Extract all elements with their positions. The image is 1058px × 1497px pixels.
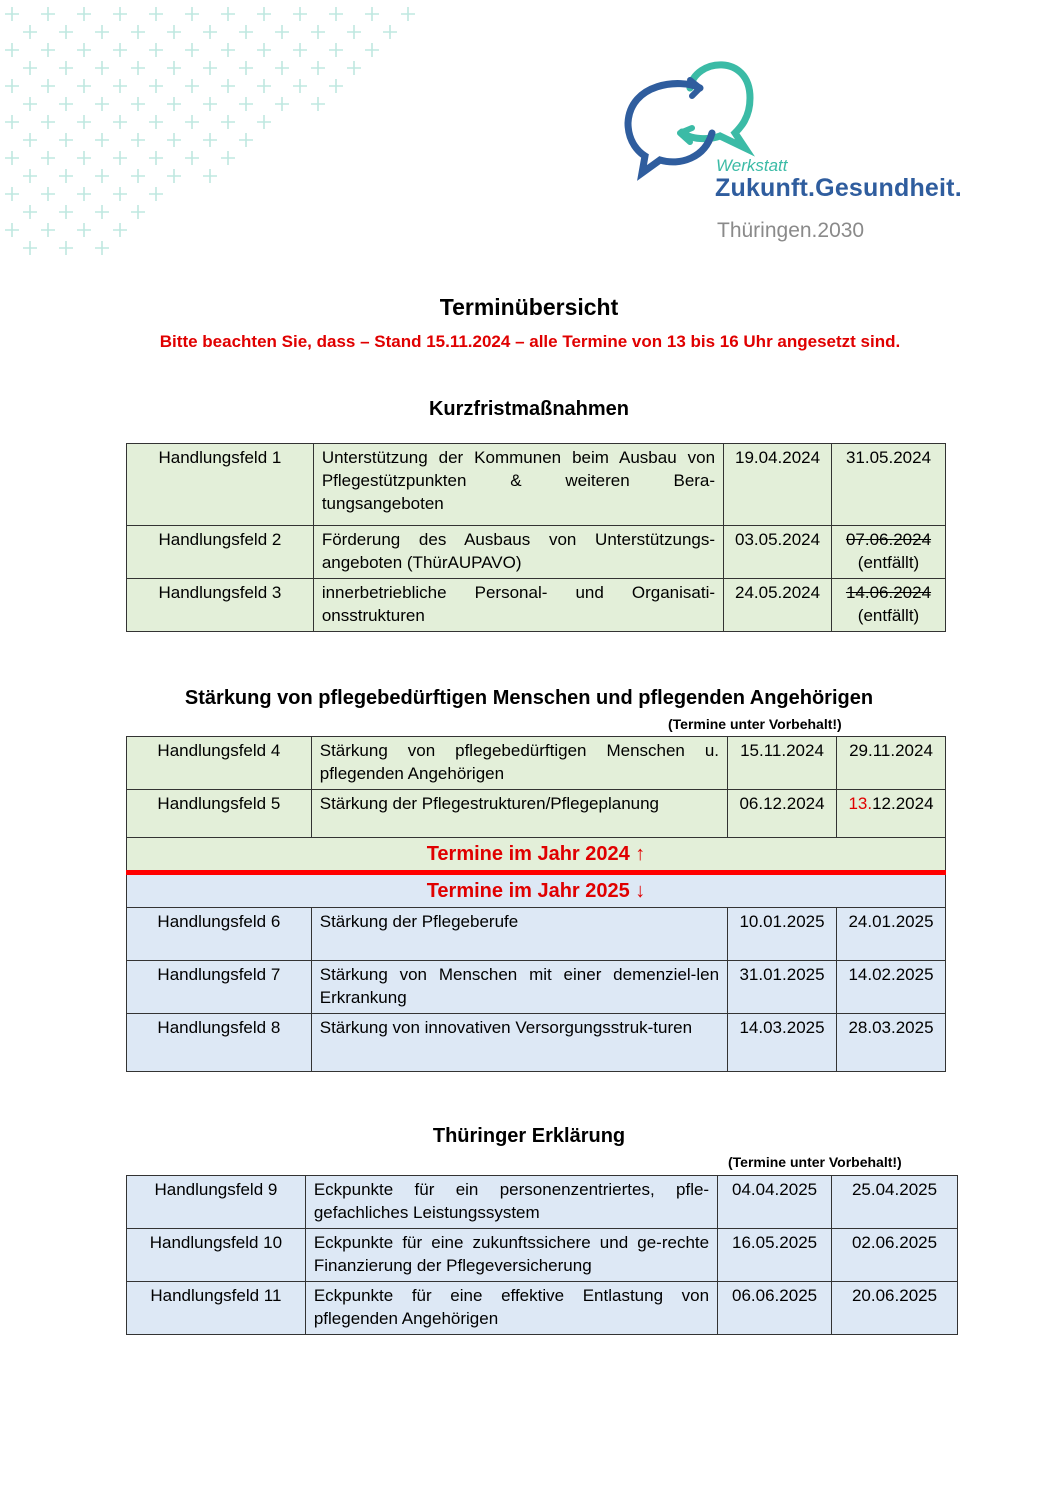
- cross-mark: [149, 43, 163, 57]
- cross-mark: [329, 7, 343, 21]
- reserve-note: (Termine unter Vorbehalt!): [668, 716, 842, 732]
- cross-mark: [131, 97, 145, 111]
- cross-mark: [275, 97, 289, 111]
- topic-cell: Eckpunkte für ein personenzentriertes, pfle-gefachliches Leistungssystem: [305, 1176, 717, 1229]
- table-row: [127, 1176, 958, 1229]
- cancelled-note: (entfällt): [857, 606, 920, 625]
- table-row: [127, 444, 946, 526]
- cross-mark: [113, 43, 127, 57]
- cross-mark: [59, 25, 73, 39]
- cross-mark: [23, 97, 37, 111]
- cross-mark: [149, 151, 163, 165]
- cross-mark: [365, 7, 379, 21]
- date-end-cell: 29.11.2024: [837, 737, 946, 790]
- cross-mark: [203, 133, 217, 147]
- cross-mark: [293, 79, 307, 93]
- topic-cell: Stärkung von Menschen mit einer demenziel-len Erkrankung: [311, 961, 727, 1014]
- cross-mark: [23, 205, 37, 219]
- cross-mark: [239, 61, 253, 75]
- cross-mark: [77, 7, 91, 21]
- field-cell: Handlungsfeld 7: [127, 961, 312, 1014]
- field-cell: Handlungsfeld 5: [127, 790, 312, 838]
- cross-mark: [59, 241, 73, 255]
- cross-mark: [5, 43, 19, 57]
- topic-cell: Stärkung der Pflegeberufe: [311, 908, 727, 961]
- cross-mark: [329, 43, 343, 57]
- logo: [620, 48, 1020, 248]
- cross-mark: [77, 115, 91, 129]
- field-cell: Handlungsfeld 9: [127, 1176, 306, 1229]
- cancelled-note: (entfällt): [857, 553, 920, 572]
- cross-mark: [149, 7, 163, 21]
- cross-mark: [149, 187, 163, 201]
- cross-mark: [329, 79, 343, 93]
- cross-mark: [257, 115, 271, 129]
- changed-date-part: 13.: [848, 794, 873, 813]
- topic-cell: Eckpunkte für eine zukunftssichere und ge-rechte Finanzierung der Pflegeversicherung: [305, 1229, 717, 1282]
- cross-mark: [221, 7, 235, 21]
- date-end-cell: [832, 579, 946, 632]
- table-row: [127, 1282, 958, 1335]
- cross-mark: [59, 97, 73, 111]
- cross-mark: [5, 115, 19, 129]
- date-end-cell: 14.02.2025: [837, 961, 946, 1014]
- cross-mark: [311, 25, 325, 39]
- cross-mark: [383, 25, 397, 39]
- cross-mark: [257, 43, 271, 57]
- logo-zukunft-text: Zukunft.Gesundheit.: [715, 174, 962, 202]
- decorative-cross-pattern: [0, 0, 420, 270]
- cross-mark: [275, 25, 289, 39]
- cross-mark: [221, 43, 235, 57]
- cross-mark: [77, 43, 91, 57]
- table-row: [127, 961, 946, 1014]
- cross-mark: [95, 61, 109, 75]
- table-row: [127, 908, 946, 961]
- notice-text: Bitte beachten Sie, dass – Stand 15.11.2024 – alle Termine von 13 bis 16 Uhr angesetzt sind.: [159, 332, 901, 351]
- year-2024-label: Termine im Jahr 2024 ↑: [127, 838, 946, 873]
- cross-mark: [113, 187, 127, 201]
- field-cell: Handlungsfeld 6: [127, 908, 312, 961]
- field-cell: Handlungsfeld 10: [127, 1229, 306, 1282]
- cross-mark: [59, 169, 73, 183]
- cross-mark: [131, 61, 145, 75]
- logo-werkstatt-text: Werkstatt: [716, 156, 788, 175]
- cross-mark: [239, 133, 253, 147]
- cross-mark: [95, 169, 109, 183]
- cross-mark: [5, 223, 19, 237]
- date-start-cell: 06.12.2024: [728, 790, 837, 838]
- cross-mark: [167, 61, 181, 75]
- year-divider-2024: [127, 838, 946, 873]
- cross-mark: [365, 43, 379, 57]
- date-end-cell: [837, 790, 946, 838]
- cross-mark: [185, 115, 199, 129]
- field-cell: Handlungsfeld 8: [127, 1014, 312, 1072]
- table-row: [127, 1014, 946, 1072]
- cross-mark: [23, 61, 37, 75]
- table-row: [127, 737, 946, 790]
- date-start-cell: 15.11.2024: [728, 737, 837, 790]
- cross-mark: [185, 79, 199, 93]
- section-heading-erklaerung: Thüringer Erklärung: [432, 1125, 626, 1147]
- date-end-cell: [832, 526, 946, 579]
- date-start-cell: 19.04.2024: [724, 444, 832, 526]
- cross-mark: [185, 151, 199, 165]
- date-start-cell: 03.05.2024: [724, 526, 832, 579]
- cross-mark: [41, 187, 55, 201]
- cross-mark: [167, 25, 181, 39]
- cross-mark: [95, 133, 109, 147]
- date-start-cell: 24.05.2024: [724, 579, 832, 632]
- date-end-cell: 25.04.2025: [832, 1176, 958, 1229]
- topic-cell: Stärkung der Pflegestrukturen/Pflegeplanung: [311, 790, 727, 838]
- cross-mark: [113, 115, 127, 129]
- cross-mark: [167, 169, 181, 183]
- table-row: [127, 526, 946, 579]
- cross-mark: [59, 133, 73, 147]
- cross-mark: [203, 97, 217, 111]
- cross-mark: [131, 205, 145, 219]
- table-staerkung: [126, 736, 946, 1072]
- topic-cell: Stärkung von pflegebedürftigen Menschen u. pflegenden Angehörigen: [311, 737, 727, 790]
- cross-mark: [131, 25, 145, 39]
- cross-mark: [95, 25, 109, 39]
- date-end-cell: 28.03.2025: [837, 1014, 946, 1072]
- cross-mark: [95, 97, 109, 111]
- cross-mark: [131, 169, 145, 183]
- table-row: [127, 1229, 958, 1282]
- cross-mark: [293, 43, 307, 57]
- date-start-cell: 14.03.2025: [728, 1014, 837, 1072]
- cross-mark: [41, 151, 55, 165]
- date-start-cell: 10.01.2025: [728, 908, 837, 961]
- cross-mark: [5, 79, 19, 93]
- cross-mark: [203, 61, 217, 75]
- cross-mark: [257, 7, 271, 21]
- table-row: [127, 790, 946, 838]
- cross-mark: [23, 169, 37, 183]
- cross-mark: [113, 79, 127, 93]
- cross-mark: [239, 97, 253, 111]
- date-end-cell: 20.06.2025: [832, 1282, 958, 1335]
- topic-cell: Unterstützung der Kommunen beim Ausbau von Pflegestützpunkten & weiteren Bera-tungsangeboten: [313, 444, 723, 526]
- date-start-cell: 16.05.2025: [718, 1229, 832, 1282]
- cross-mark: [23, 241, 37, 255]
- cross-mark: [149, 115, 163, 129]
- cross-mark: [95, 241, 109, 255]
- cross-mark: [311, 61, 325, 75]
- cross-mark: [23, 25, 37, 39]
- date-start-cell: 31.01.2025: [728, 961, 837, 1014]
- cross-mark: [59, 205, 73, 219]
- year-divider-2025: [127, 873, 946, 908]
- cross-mark: [203, 25, 217, 39]
- cancelled-date: 07.06.2024: [845, 530, 932, 549]
- field-cell: Handlungsfeld 4: [127, 737, 312, 790]
- cross-mark: [59, 61, 73, 75]
- section-heading-staerkung: Stärkung von pflegebedürftigen Menschen und pflegenden Angehörigen: [184, 687, 874, 709]
- cross-mark: [185, 7, 199, 21]
- date-end-cell: 24.01.2025: [837, 908, 946, 961]
- cross-mark: [41, 7, 55, 21]
- cross-mark: [293, 7, 307, 21]
- cross-mark: [167, 133, 181, 147]
- topic-cell: Eckpunkte für eine effektive Entlastung von pflegenden Angehörigen: [305, 1282, 717, 1335]
- table-kurzfrist: [126, 443, 946, 632]
- year-2025-label: Termine im Jahr 2025 ↓: [127, 873, 946, 908]
- cross-mark: [77, 79, 91, 93]
- cross-mark: [401, 7, 415, 21]
- cross-mark: [5, 7, 19, 21]
- cross-mark: [41, 79, 55, 93]
- cross-mark: [311, 97, 325, 111]
- cross-mark: [257, 79, 271, 93]
- topic-cell: innerbetriebliche Personal- und Organisati-onsstrukturen: [313, 579, 723, 632]
- section-heading-kurzfrist: Kurzfristmaßnahmen: [428, 398, 630, 420]
- cross-mark: [5, 151, 19, 165]
- cross-mark: [239, 25, 253, 39]
- cross-mark: [77, 223, 91, 237]
- cross-mark: [131, 133, 145, 147]
- cross-mark: [77, 151, 91, 165]
- cross-mark: [95, 205, 109, 219]
- cross-mark: [221, 115, 235, 129]
- reserve-note: (Termine unter Vorbehalt!): [728, 1154, 902, 1170]
- topic-cell: Förderung des Ausbaus von Unterstützungs-angeboten (ThürAUPAVO): [313, 526, 723, 579]
- cross-mark: [23, 133, 37, 147]
- cross-mark: [221, 151, 235, 165]
- date-rest: 12.2024: [872, 794, 934, 813]
- cross-mark: [347, 61, 361, 75]
- field-cell: Handlungsfeld 1: [127, 444, 314, 526]
- field-cell: Handlungsfeld 3: [127, 579, 314, 632]
- field-cell: Handlungsfeld 11: [127, 1282, 306, 1335]
- cross-mark: [221, 79, 235, 93]
- table-row: [127, 579, 946, 632]
- cross-mark: [5, 187, 19, 201]
- cross-mark: [149, 79, 163, 93]
- table-erklaerung: [126, 1175, 958, 1335]
- cross-mark: [113, 223, 127, 237]
- date-end-cell: 02.06.2025: [832, 1229, 958, 1282]
- cross-mark: [275, 61, 289, 75]
- cross-mark: [167, 97, 181, 111]
- page-title: Terminübersicht: [439, 294, 619, 320]
- cancelled-date: 14.06.2024: [845, 583, 932, 602]
- cross-mark: [185, 43, 199, 57]
- cross-mark: [41, 223, 55, 237]
- topic-cell: Stärkung von innovativen Versorgungsstruk-turen: [311, 1014, 727, 1072]
- cross-mark: [113, 7, 127, 21]
- cross-mark: [113, 151, 127, 165]
- logo-thueringen-text: Thüringen.2030: [717, 219, 865, 242]
- cross-mark: [77, 187, 91, 201]
- date-start-cell: 04.04.2025: [718, 1176, 832, 1229]
- date-end-cell: 31.05.2024: [832, 444, 946, 526]
- cross-mark: [347, 25, 361, 39]
- date-start-cell: 06.06.2025: [718, 1282, 832, 1335]
- cross-mark: [41, 115, 55, 129]
- field-cell: Handlungsfeld 2: [127, 526, 314, 579]
- cross-mark: [203, 169, 217, 183]
- cross-mark: [41, 43, 55, 57]
